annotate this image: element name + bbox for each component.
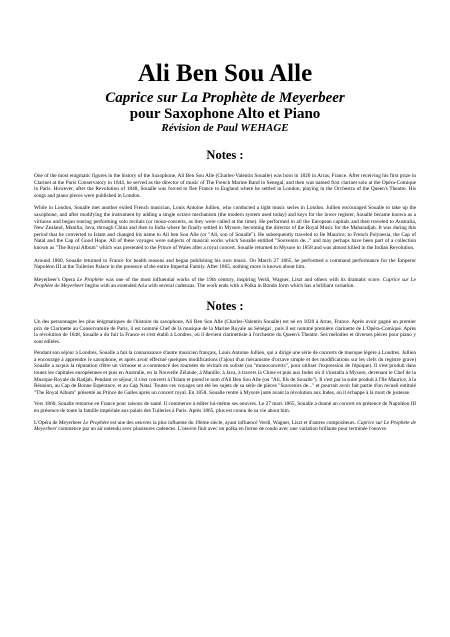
french-p4-text-c: commence par un air entendu avec plusieures cadences. L'oeuvre finit avec un polka en forme de rondo avec une variation brillante pour terminée l'oeuvre. [56,426,388,433]
english-p4-text-b: was one of the most influential works of the 19th century, inspiring Verdi, Wagner, Liszt and others with its dramatic score. [103,276,383,283]
english-paragraph-1: One of the most enigmatic figures in the history of the Saxophone, Ali Ben Sou Alle (Charles-Valentin Soualle) was born in 1820 in Arras, France. After receiving his first prize in Clarinet at the Paris Conservatory in 1844, he served as the director of music of The French Marine Band in Senegal, and then was named first clarinet solo at the Opéra-Comique in Paris. However, after the Revolution of 1848, Soualle was forced to flee France to England where he settled in London, playing in the Orchestra of the Queen's Theatre. His songs and piano pieces were published in London. [34,173,416,199]
revision-credit: Révision de Paul WEHAGE [161,122,289,134]
french-paragraph-2: Pendant son séjour à Londres, Soualle a fait la connaissance d'autre musicien français, Louis Antoine Jullien, qui a dirigé une série de concerts de musique légère à Londres. Jullien a encouragé à apprendre le saxophone, et après avoir effectué quelques modifications (l'ajout d'un mécanisme d'octave simple et des modifications sur les clefs du registre grave) Soualle a acquis la réputation d'être un virtuose et a commencé des tournées de récitals en soliste (ou "monoconcerts", pour utiliser l'expression de l'époque). Il s'est produit dans toutes les capitales européennes et puis en Australie, en la Nouvelle Zélande, à Manille, à Java, à travers la Chine et puis aux Indes où il s'installa à Mysore, devenant le Chef de la Musique Royale du Radjah. Pendant ce séjour, il s'est converti à l'Islam et prend le nom d'Ali Ben Sou Alle (ou "Ali, fils de Soualle"). Il s'est par la suite produit à l'Ile Maurice, à la Réunion, au Cap de Bonne Espérance, et au Cap Natal. Toutes ces voyages ont été les sujets de sa série de pièces "Souvenirs de..." et pourrait avoir fait partie d'un recueil entitulé "The Royal Album" présenté au Prince de Galles après un concert royal. En 1858, Soualle rentre à Mysore juste avant la révolution aux Indes, où il échappe à la mort de justesse. [34,350,416,396]
french-p4-text-a: L'Opéra de Meyerbeer [34,419,84,426]
document-subtitle: Caprice sur La Prophète de Meyerbeer [105,90,345,106]
english-p4-work-title: Caprice sur Le Prophète de Meyerbeer [34,276,417,290]
english-paragraph-2: While in London, Soualle met another exiled French musician, Louis Antoine Jullien, who conducted a light music series in London. Jullien encouraged Soualle to take up the saxophone, and after modifying the instrument by adding a single octave mechanism (the modern system used today) and keys for the lower register, Soualle became known as a virtuoso and began touring performing solo recitals (or mono-concerts, as they were called at the time). He performed in all the European capitals and then traveled to Australia, New Zealand, Manilla, Java, through China and then to India where he finally settled in Mysore, becoming the director of the Royal Music for the Maharadjah. It was during this period that he converted to Islam and changed his name to Ali ben Sou Alle (or "Ali, son of Soualle"). He subsequently traveled to Ile Maurice, to French Polynesia, the Cap of Natal and the Cap of Good Hope. All of these voyages were subjects of musical works which Soualle entitled "Souvenirs de..." and may perhaps have been part of a collection known as "The Royal Album" which was presented to the Prince of Wales after a royal concert. Soualle returned to Mysore in 1858 and was almost killed in the Indian Revolution. [34,205,416,251]
english-p4-opera-title: Le Prophète [76,276,104,283]
french-p4-opera-title: Le Prophète [83,419,109,426]
english-notes-heading: Notes : [206,148,244,162]
french-p4-text-b: est une des oeuvres la plus influente du 19ème siècle, ayant influencé Verdi, Wagner, Liszt et d'autres compositeurs. [108,419,358,426]
english-paragraph-4 [34,277,416,290]
english-p4-text-c: begins with an extended Aria with several cadenzas. The work ends with a Polka in Rondo form which has a brilliant variation. [83,283,355,290]
french-paragraph-4 [34,420,416,433]
french-paragraph-1: Un des personnages les plus énigmatiques de l'histoire du saxophone, Ali Ben Sou Alle (Charles-Valentin Soualle) est né en 1820 à Arras, France. Après avoir gagné un premier prix de Clarinette au Conservatoire de Paris, il est nommé Chef de la musique de la Marine Royale au Sénégal , puis il est nommé première clarinette de L'Opéra-Comique. Après la révolution de 1848, Soualle a du fuir la France et s'est établi à Londres, où il devient clarinettiste à l'orchestre du Queen's Theatre. Ses mélodies et diverses pièces pour piano y sont éditées. [34,318,416,345]
english-paragraph-3: Around 1860, Soualle returned to France for health reasons and began publishing his own music. On March 27 1865, he performed a command performance for the Emperor Napoléon III at the Tuileries Palace in the presence of the entire Imperial Family. After 1865, nothing more is known about him. [34,257,416,271]
document-title: Ali Ben Sou Alle [137,60,313,87]
french-p4-work-title: Caprice sur Le Prophète de Meyerbeer [34,419,417,433]
french-notes-heading: Notes : [206,298,244,313]
instrumentation-line: pour Saxophone Alto et Piano [129,106,321,122]
french-paragraph-3: Vers 1860, Soualle retourne en France pour raisons de santé. Il commence à éditer lui-même ses oeuvres. Le 27 mars 1865, Soualle a donné un concert en présence de Napoléon III en présence de toute la famille impériale aux palais des Tuileries à Paris. Après 1865, plus est connu de sa vie about him. [34,401,416,415]
english-p4-text-a: Meyerbeer's Opera [34,276,77,283]
